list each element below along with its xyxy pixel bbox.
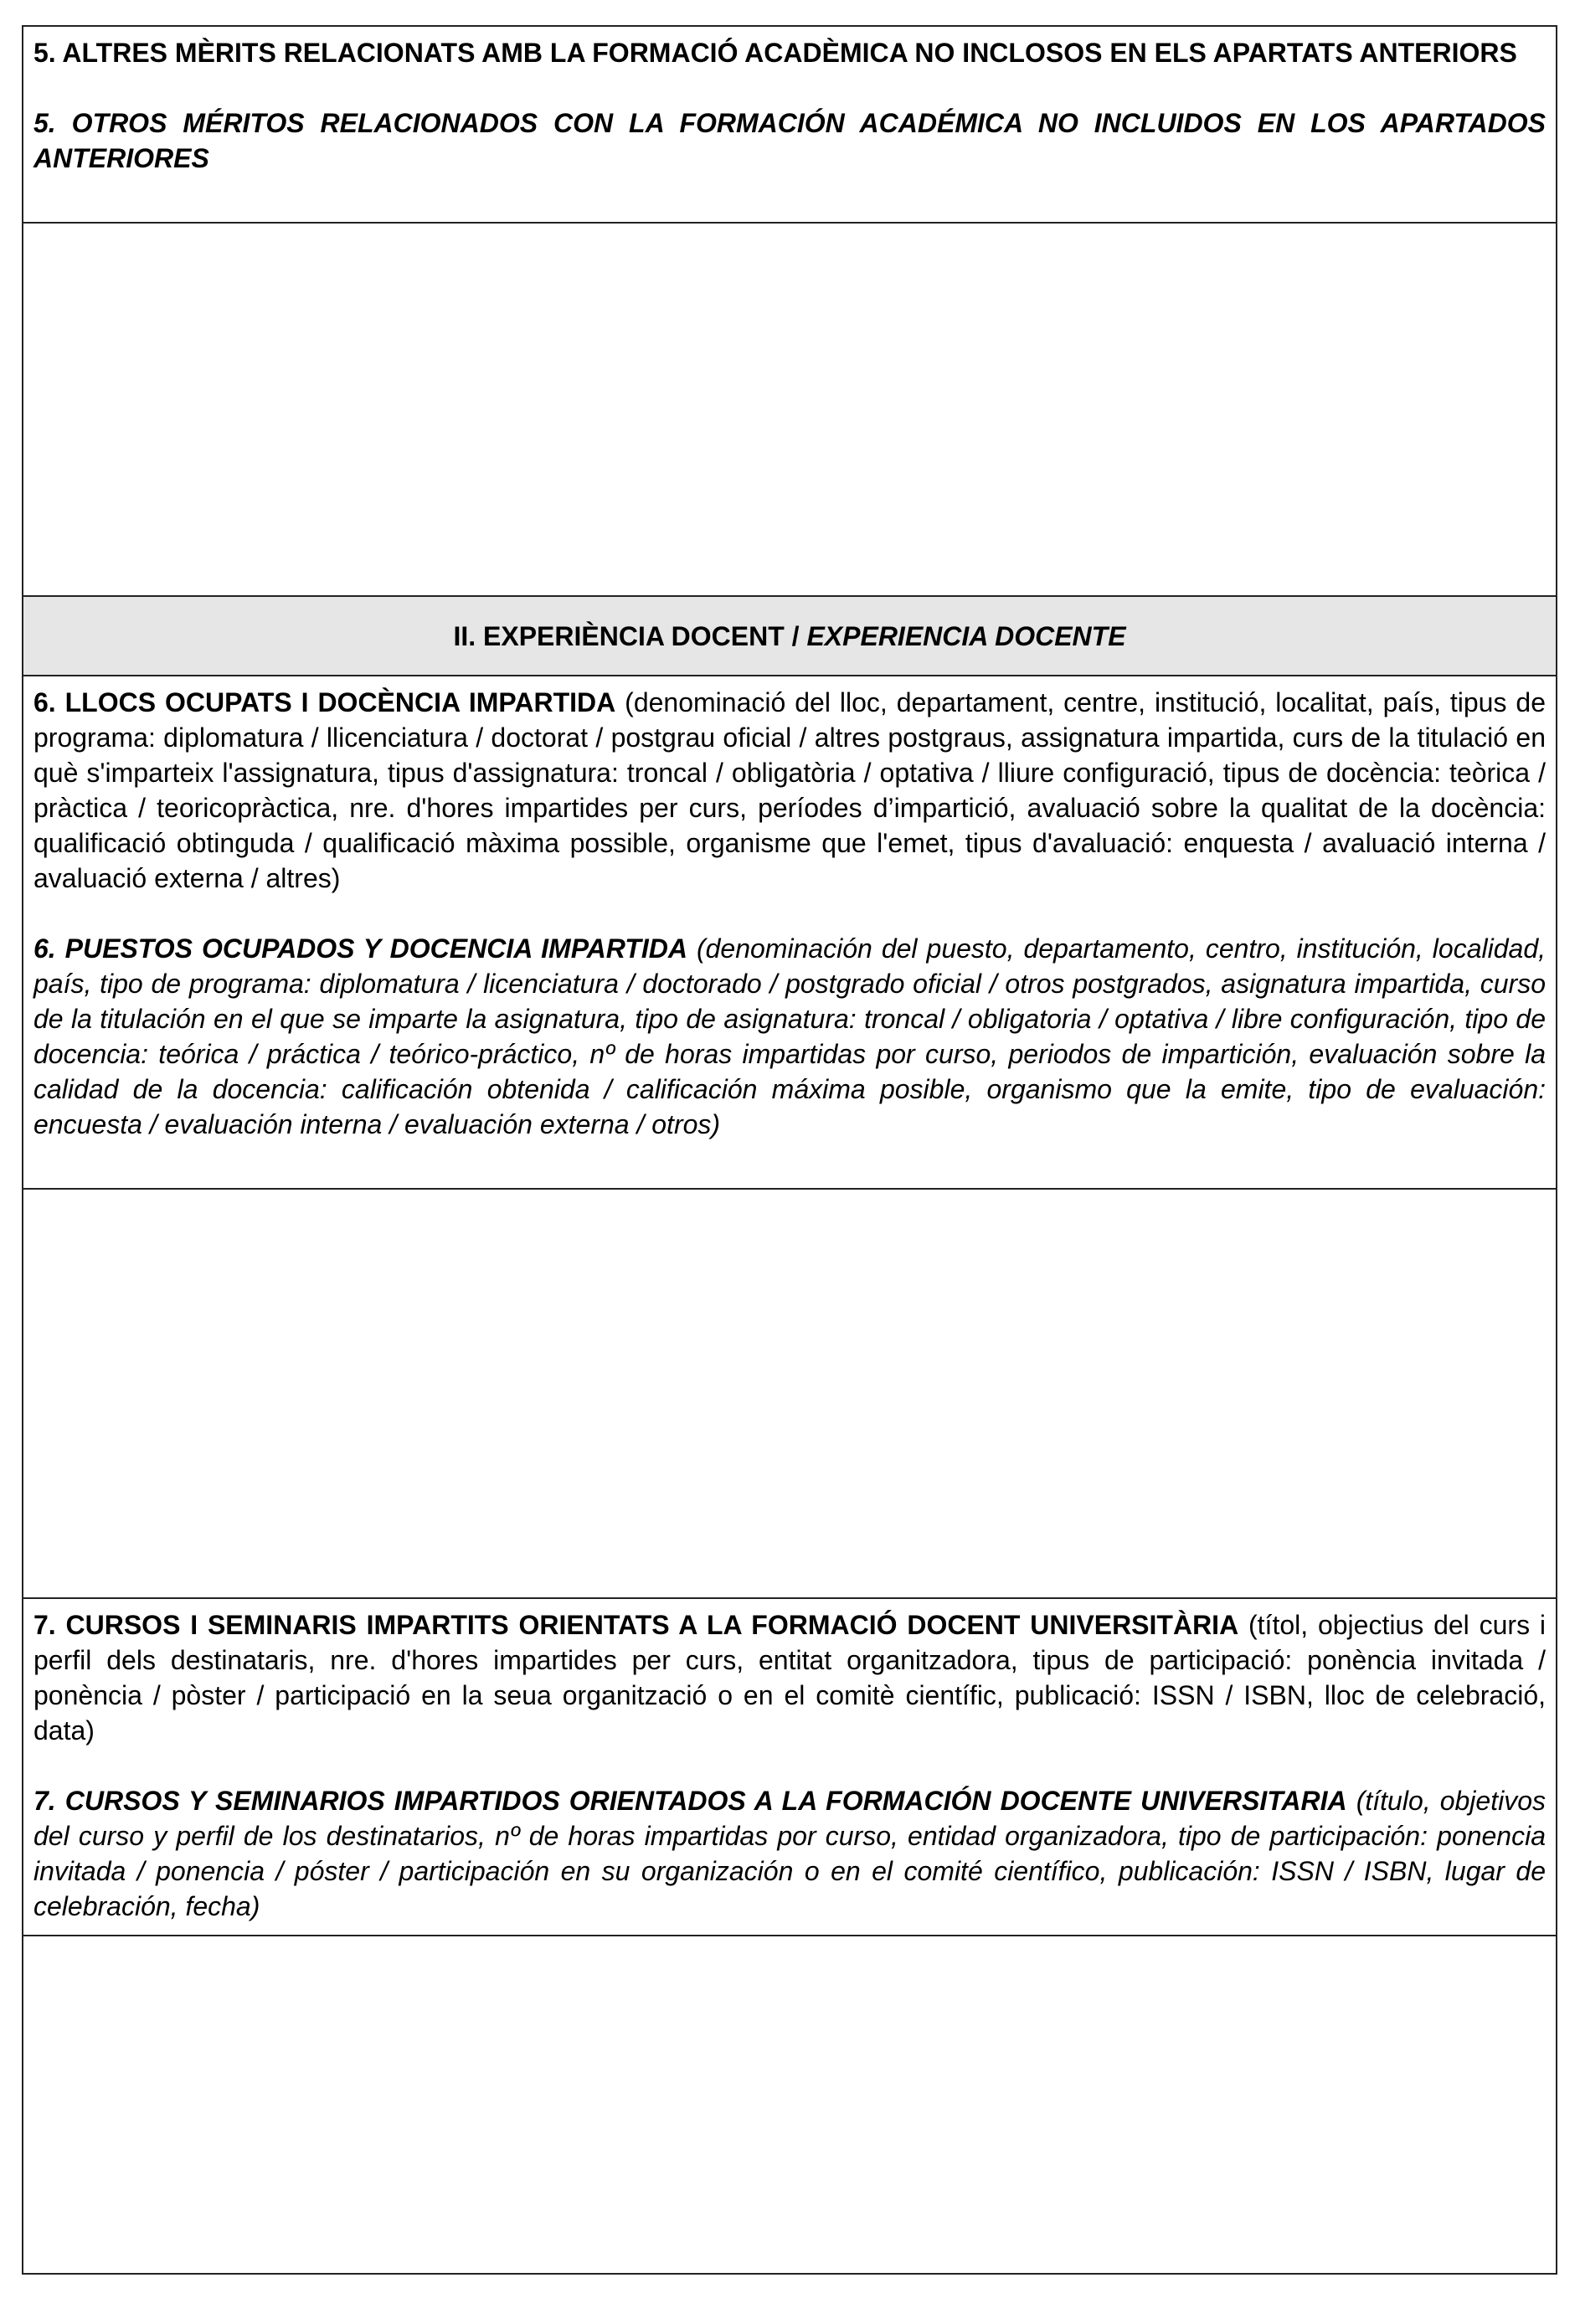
part-2-title-ca: II. EXPERIÈNCIA DOCENT / xyxy=(453,620,807,651)
section-5-header xyxy=(23,27,1556,224)
cv-form-table xyxy=(22,25,1557,2275)
section-7-title-ca: 7. CURSOS I SEMINARIS IMPARTITS ORIENTATS A LA FORMACIÓ DOCENT UNIVERSITÀRIA xyxy=(33,1610,1239,1640)
section-7-desc-es: (título, objetivos del curso y perfil de los destinatarios, nº de horas impartidas por curso, entidad organizadora, tipo de participación: ponencia invitada / ponencia / póster / participación en su organización o en el comité científico, publicación: ISSN / ISBN, lugar de celebración, fecha) xyxy=(33,1786,1547,1921)
section-7-title-es: 7. CURSOS Y SEMINARIOS IMPARTIDOS ORIENTADOS A LA FORMACIÓN DOCENTE UNIVERSITARIA xyxy=(33,1786,1347,1816)
section-7-desc-ca: (títol, objectius del curs i perfil dels destinataris, nre. d'hores impartides per curs, entitat organitzadora, tipus de participació: ponència invitada / ponència / pòster / participació en la seua organització o en el comitè científic, publicació: ISSN / ISBN, lloc de celebració, data) xyxy=(33,1610,1547,1746)
section-7-header xyxy=(23,1599,1556,1936)
section-6-header xyxy=(23,676,1556,1190)
section-5-title-es: 5. OTROS MÉRITOS RELACIONADOS CON LA FORMACIÓN ACADÉMICA NO INCLUIDOS EN LOS APARTADOS ANTERIORES xyxy=(33,108,1546,173)
section-6-desc-es: (denominación del puesto, departamento, centro, institución, localidad, país, tipo de programa: diplomatura / licenciatura / doctorado / postgrado oficial / otros postgrados, asignatura impartida, curso de la titulación en el que se imparte la asignatura, tipo de asignatura: troncal / obligatoria / optativa / libre configuración, tipo de docencia: teórica / práctica / teórico-práctico, nº de horas impartidas por curso, periodos de impartición, evaluación sobre la calidad de la docencia: calificación obtenida / calificación máxima posible, organismo que la emite, tipo de evaluación: encuesta / evaluación interna / evaluación externa / otros) xyxy=(33,933,1547,1139)
section-5-title-ca: 5. ALTRES MÈRITS RELACIONATS AMB LA FORMACIÓ ACADÈMICA NO INCLOSOS EN ELS APARTATS ANTERIORS xyxy=(33,38,1517,68)
part-2-title-es: EXPERIENCIA DOCENTE xyxy=(806,620,1126,651)
section-5-answer-field[interactable] xyxy=(23,224,1556,597)
section-6-title-ca: 6. LLOCS OCUPATS I DOCÈNCIA IMPARTIDA xyxy=(33,687,616,717)
section-6-desc-ca: (denominació del lloc, departament, centre, institució, localitat, país, tipus de programa: diplomatura / llicenciatura / doctorat / postgrau oficial / altres postgraus, assignatura impartida, curs de la titulació en què s'imparteix l'assignatura, tipus d'assignatura: troncal / obligatòria / optativa / lliure configuració, tipus de docència: teòrica / pràctica / teoricopràctica, nre. d'hores impartides per curs, períodes d’impartició, avaluació sobre la qualitat de la docència: qualificació obtinguda / qualificació màxima possible, organisme que l'emet, tipus d'avaluació: enquesta / avaluació interna / avaluació externa / altres) xyxy=(33,687,1547,893)
part-2-heading xyxy=(23,597,1556,676)
section-6-title-es: 6. PUESTOS OCUPADOS Y DOCENCIA IMPARTIDA xyxy=(33,933,687,964)
section-6-answer-field[interactable] xyxy=(23,1190,1556,1599)
section-7-answer-field[interactable] xyxy=(23,1936,1556,2273)
